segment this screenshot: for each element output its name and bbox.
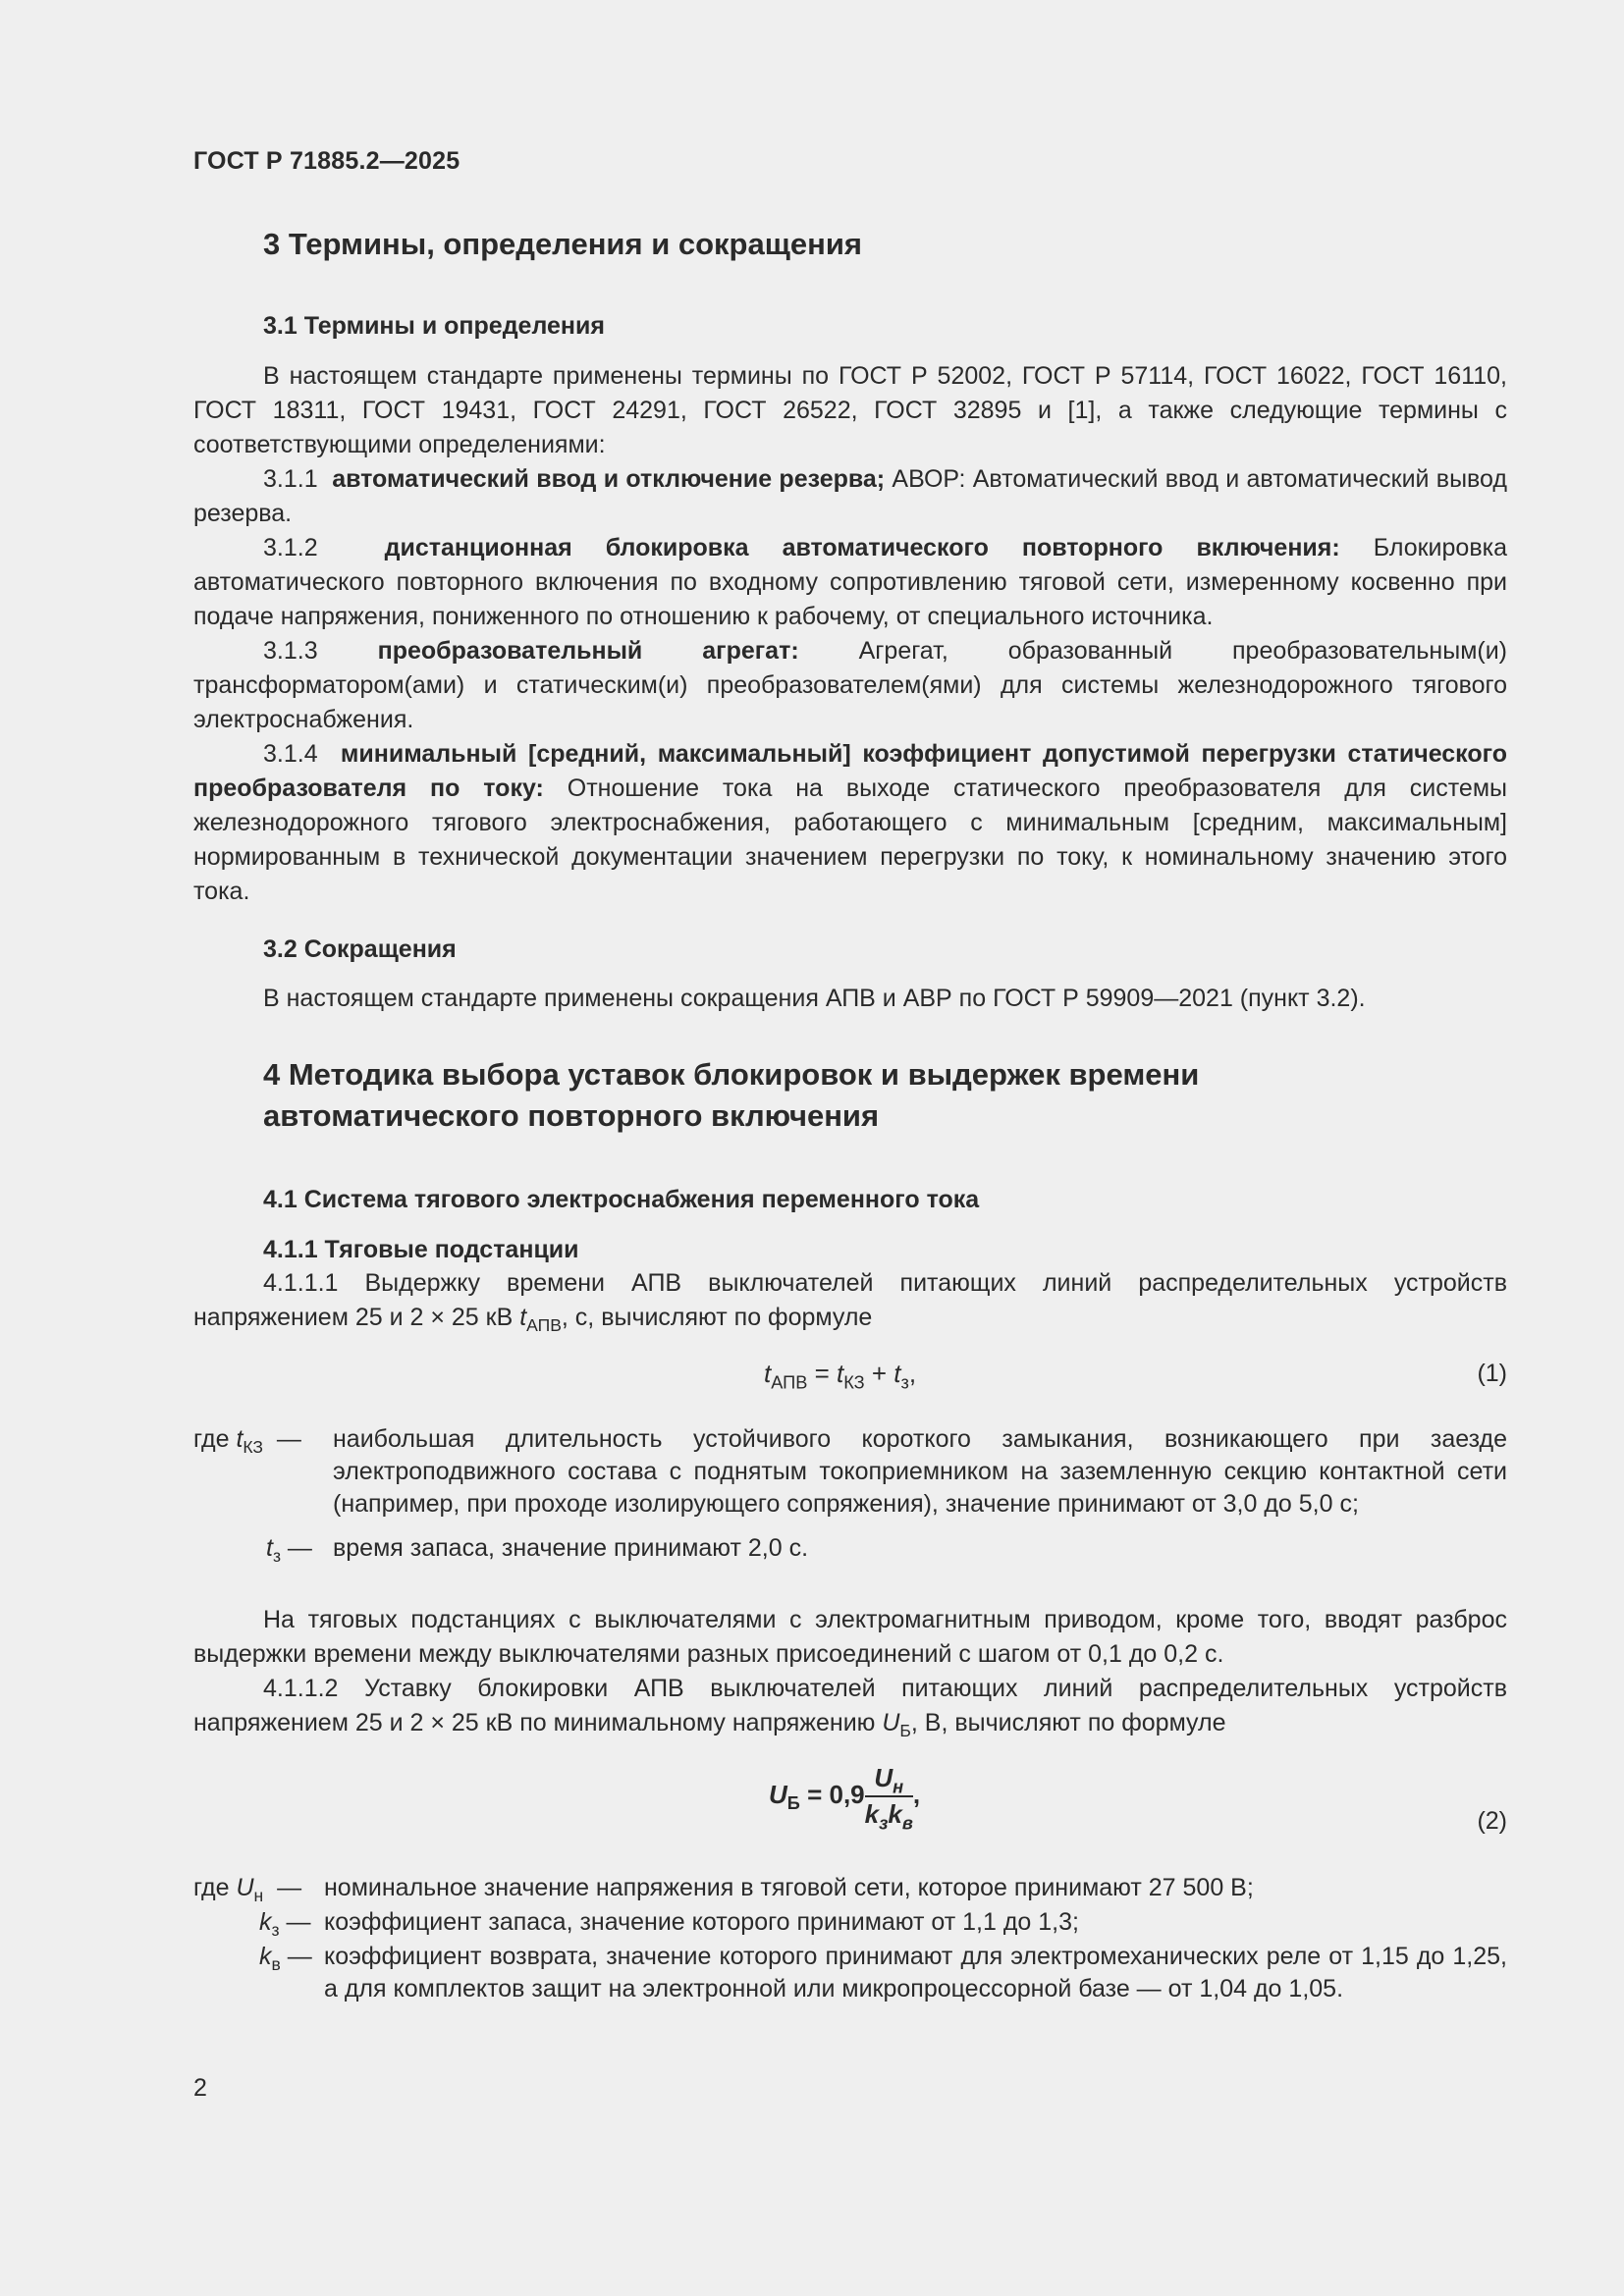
term-name: минимальный [средний, максимальный] коэффициент допустимой перегрузки статического преобразователя по току:: [193, 740, 1507, 802]
where-item-tz: $t_з$ — время запаса, значение принимают 2,0 с.: [266, 1534, 809, 1567]
where-label: где $t_{КЗ}$ —: [193, 1425, 301, 1458]
term-3-1-2: [193, 531, 1507, 634]
section-3-1-heading: 3.1 Термины и определения: [263, 312, 605, 340]
paragraph-drive-spread: На тяговых подстанциях с выключателями с электромагнитным приводом, кроме того, вводят разброс выдержки времени между выключателями разных присоединений с шагом от 0,1 до 0,2 с.: [193, 1606, 1507, 1668]
section-3-heading: 3 Термины, определения и сокращения: [263, 227, 862, 261]
where-label: $k_в$ —: [259, 1943, 312, 1975]
term-number: 3.1.3: [263, 637, 318, 665]
section-4-heading-line1: 4 Методика выбора уставок блокировок и выдержек времени: [263, 1057, 1200, 1092]
where-item-kv: $k_в$ — коэффициент возврата, значение которого принимают для электромеханических реле от 1,15 до 1,25, а для комплектов защит на электронной или микропроцессорной базе — от 1,04 до 1,05.: [259, 1943, 1507, 2002]
where-item-un: где $U_н$ — номинальное значение напряжения в тяговой сети, которое принимают 27 500 В;: [193, 1874, 1254, 1906]
term-3-1-1: [193, 462, 1507, 531]
where-item-kz: $k_з$ — коэффициент запаса, значение которого принимают от 1,1 до 1,3;: [259, 1908, 1079, 1941]
term-number: 3.1.4: [263, 740, 318, 768]
section-3-1-intro: В настоящем стандарте применены термины по ГОСТ Р 52002, ГОСТ Р 57114, ГОСТ 16022, ГОСТ 16110, ГОСТ 18311, ГОСТ 19431, ГОСТ 24291, ГОСТ 26522, ГОСТ 32895 и [1], а также следующие термины с соответствующими определениями:: [193, 362, 1507, 458]
symbol-t-apv: $t_{АПВ}$: [519, 1304, 562, 1336]
document-header: ГОСТ Р 71885.2—2025: [193, 147, 460, 175]
term-definition: Блокировка автоматического повторного включения по входному сопротивлению тяговой сети, измеренному косвенно при подаче напряжения, пониженного по отношению к рабочему, от специального источника.: [193, 534, 1507, 630]
where-list-eq1: [193, 1423, 1507, 1565]
equation-1: $t_{АПВ} = t_{КЗ} + t_з$,: [764, 1359, 917, 1393]
section-3-2-heading: 3.2 Сокращения: [263, 935, 457, 963]
paragraph-4-1-1-1: 4.1.1.1 Выдержку времени АПВ выключателей питающих линий распределительных устройств напряжением 25 и 2 × 25 кВ $t_{АПВ}$, с, вычисляют по формуле: [193, 1269, 1507, 1336]
section-3-2-text: В настоящем стандарте применены сокращения АПВ и АВР по ГОСТ Р 59909—2021 (пункт 3.2).: [263, 985, 1366, 1012]
equation-2-number: (2): [1477, 1807, 1507, 1835]
where-label: $t_з$ —: [266, 1534, 312, 1567]
term-name: дистанционная блокировка автоматического повторного включения:: [384, 534, 1340, 561]
symbol-u-b: $U_Б$: [882, 1709, 911, 1741]
section-4-1-heading: 4.1 Система тягового электроснабжения переменного тока: [263, 1186, 980, 1213]
where-item-tkz: где $t_{КЗ}$ — наибольшая длительность устойчивого короткого замыкания, возникающего при заезде электроподвижного состава с поднятым токоприемником на заземленную секцию контактной сети (например, при проходе изолирующего сопряжения), значение принимают от 3,0 до 5,0 с;: [193, 1425, 1507, 1518]
equation-1-number: (1): [1477, 1360, 1507, 1387]
fraction: $\frac{U_н}{k_зk_в}$: [864, 1763, 913, 1834]
section-4-heading-line2: автоматического повторного включения: [263, 1098, 880, 1133]
term-definition: Отношение тока на выходе статического преобразователя для системы железнодорожного тягового электроснабжения, работающего с минимальным [средним, максимальным] нормированным в технической документации значением перегрузки по току, к номинальному значению этого тока.: [193, 774, 1507, 905]
where-label: где $U_н$ —: [193, 1874, 302, 1906]
term-number: 3.1.2: [263, 534, 318, 561]
term-definition: Агрегат, образованный преобразовательным(и) трансформатором(ами) и статическим(и) преобразователем(ями) для системы железнодорожного тягового электроснабжения.: [193, 637, 1507, 733]
section-4-1-1-heading: 4.1.1 Тяговые подстанции: [263, 1236, 579, 1263]
term-3-1-3: [193, 634, 1507, 737]
paragraph-4-1-1-2: 4.1.1.2 Уставку блокировки АПВ выключателей питающих линий распределительных устройств напряжением 25 и 2 × 25 кВ по минимальному напряжению $U_Б$, В, вычисляют по формуле: [193, 1675, 1507, 1741]
page-number: 2: [193, 2074, 207, 2102]
equation-2: $U_Б = 0,9$ $\frac{U_н}{k_зk_в}$ ,: [769, 1763, 921, 1834]
term-3-1-4: [193, 737, 1507, 909]
where-list-eq2: [193, 1872, 1507, 2005]
term-name: автоматический ввод и отключение резерва;: [332, 465, 886, 493]
term-number: 3.1.1: [263, 465, 318, 493]
term-name: преобразовательный агрегат:: [377, 637, 799, 665]
term-definition: АВОР: Автоматический ввод и автоматический вывод резерва.: [193, 465, 1507, 527]
where-label: $k_з$ —: [259, 1908, 311, 1941]
section-4-heading: [263, 1054, 1199, 1137]
